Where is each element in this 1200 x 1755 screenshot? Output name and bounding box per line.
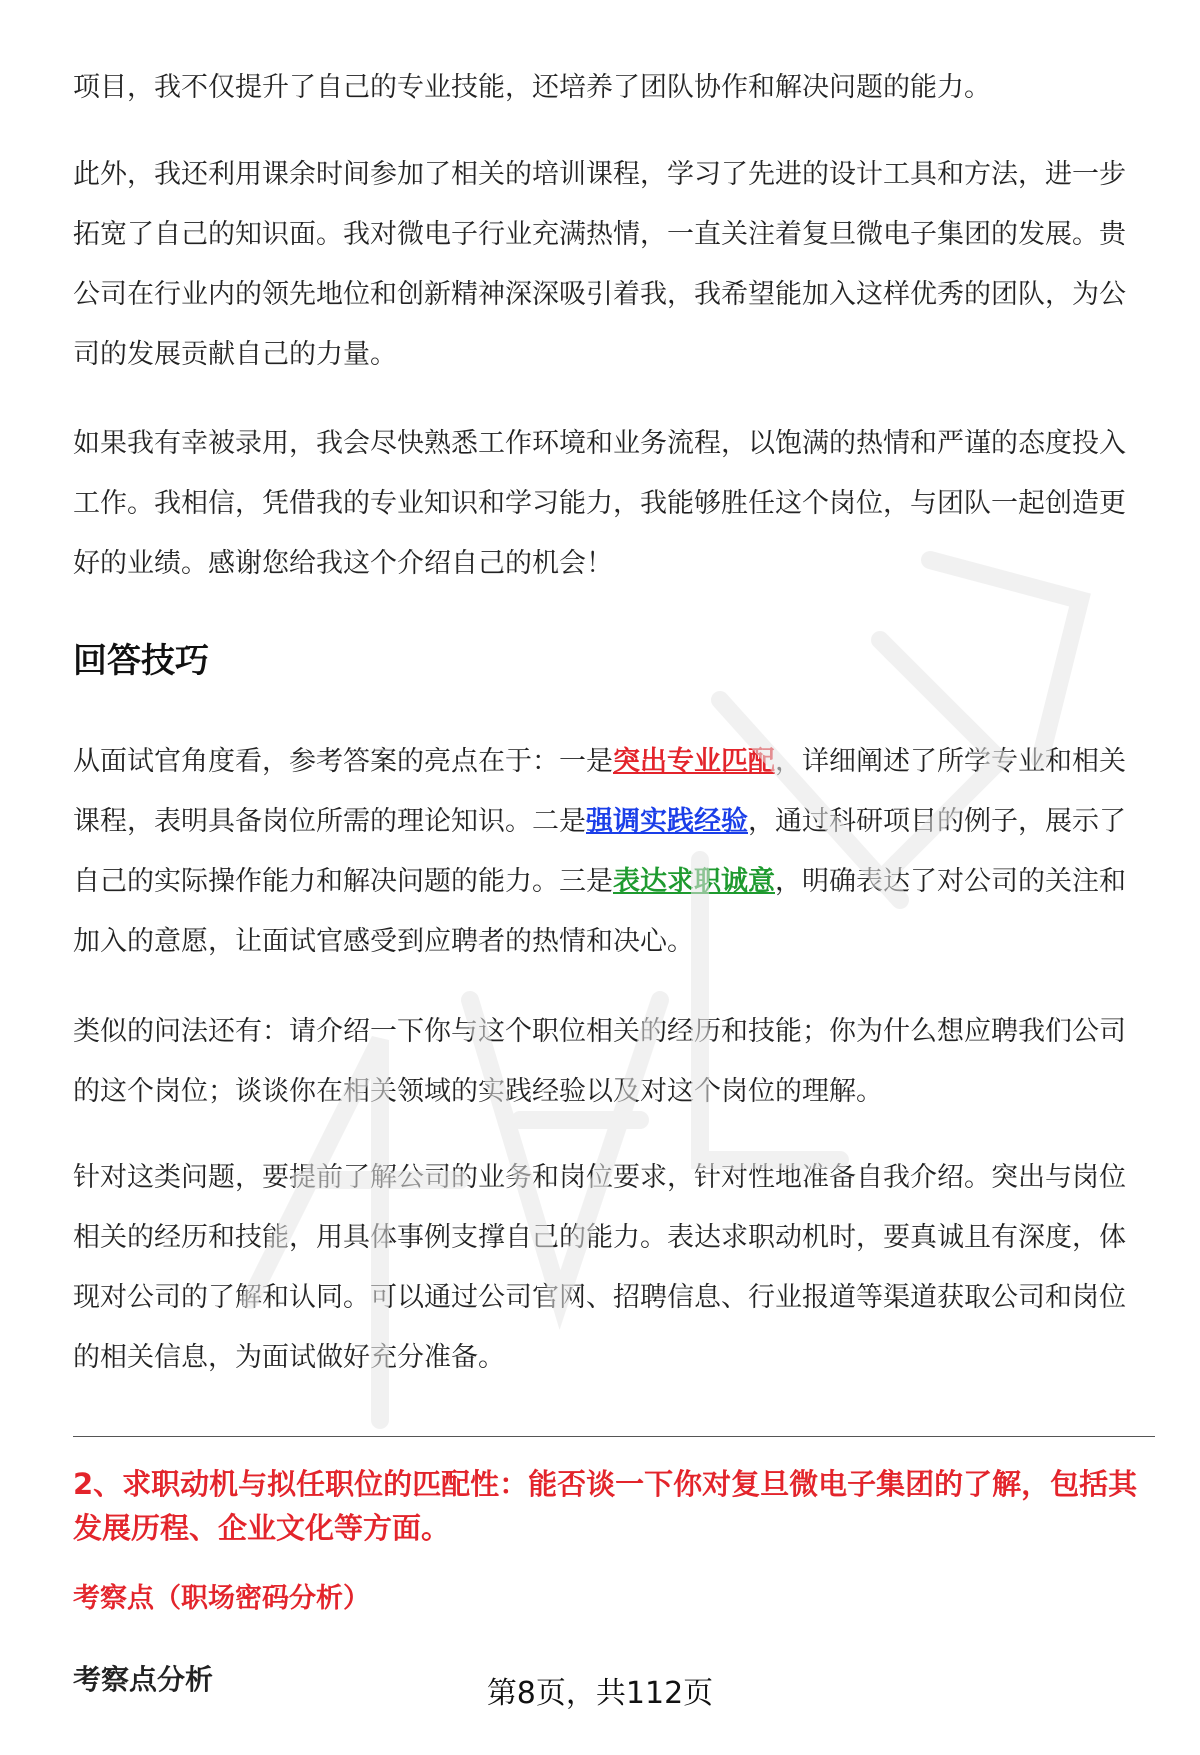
paragraph-project-summary: 项目，我不仅提升了自己的专业技能，还培养了团队协作和解决问题的能力。: [73, 72, 991, 103]
paragraph-similar-questions: 类似的问法还有：请介绍一下你与这个职位相关的经历和技能；你为什么想应聘我们公司的这个岗位；谈谈你在相关领域的实践经验以及对这个岗位的理解。: [73, 1016, 1126, 1107]
tips-after-highlight3: ，明确表达了对公司的关注和加入的意愿，让面试官感受到应聘者的热情和决心。: [73, 866, 1126, 957]
paragraph-training-and-passion: 此外，我还利用课余时间参加了相关的培训课程，学习了先进的设计工具和方法，进一步拓宽了自己的知识面。我对微电子行业充满热情，一直关注着复旦微电子集团的发展。贵公司在行业内的领先地位和创新精神深深吸引着我，我希望能加入这样优秀的团队，为公司的发展贡献自己的力量。: [73, 159, 1126, 370]
paragraph-preparation-advice: 针对这类问题，要提前了解公司的业务和岗位要求，针对性地准备自我介绍。突出与岗位相关的经历和技能，用具体事例支撑自己的能力。表达求职动机时，要真诚且有深度，体现对公司的了解和认同。可以通过公司官网、招聘信息、行业报道等渠道获取公司和岗位的相关信息，为面试做好充分准备。: [73, 1162, 1126, 1373]
paragraph-interviewer-perspective: [73, 732, 1148, 972]
highlight-job-sincerity: 表达求职诚意: [613, 866, 775, 897]
tips-intro-text: 从面试官角度看，参考答案的亮点在于：一是: [73, 746, 613, 777]
paragraph-closing-statement: 如果我有幸被录用，我会尽快熟悉工作环境和业务流程，以饱满的热情和严谨的态度投入工作。我相信，凭借我的专业知识和学习能力，我能够胜任这个岗位，与团队一起创造更好的业绩。感谢您给我这个介绍自己的机会！: [73, 428, 1126, 579]
question-2-subheading: 考察点（职场密码分析）: [73, 1583, 370, 1614]
highlight-professional-match: 突出专业匹配: [613, 746, 775, 777]
highlight-practical-experience: 强调实践经验: [586, 806, 748, 837]
section-divider: [73, 1436, 1155, 1437]
tips-after-highlight1: ，详细阐述了所学专业和相关课程，表明具备岗位所需的理论知识。二是: [73, 746, 1126, 837]
question-2-title: 2、求职动机与拟任职位的匹配性：能否谈一下你对复旦微电子集团的了解，包括其发展历程、企业文化等方面。: [73, 1467, 1138, 1545]
cutoff-heading-text: 考察点分析: [73, 1663, 214, 1696]
tips-after-highlight2: ，通过科研项目的例子，展示了自己的实际操作能力和解决问题的能力。三是: [73, 806, 1126, 897]
section-heading-answer-tips: 回答技巧: [73, 641, 209, 681]
page-number-footer: 第8页，共112页: [486, 1676, 714, 1711]
